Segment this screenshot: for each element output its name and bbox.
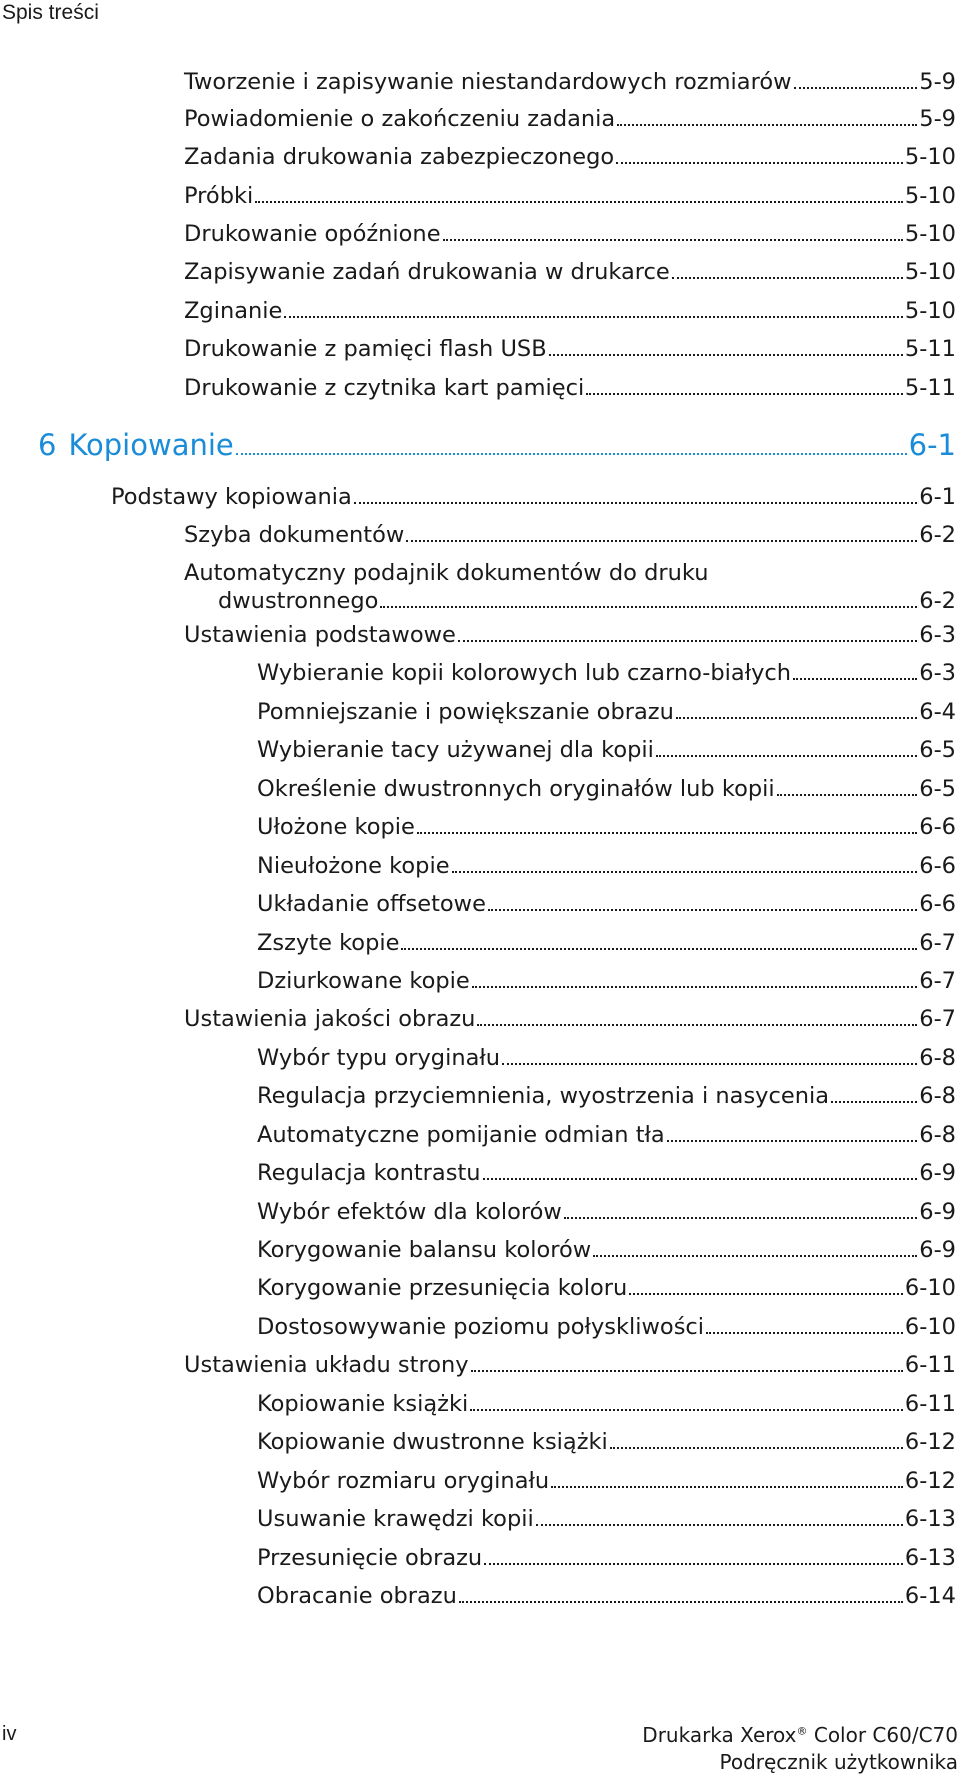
toc-entry[interactable] (257, 698, 956, 726)
toc-leader-dots (676, 717, 917, 719)
toc-entry-title: Drukowanie z pamięci flash USB (184, 336, 547, 362)
toc-entry-page: 6-7 (919, 968, 956, 994)
toc-entry[interactable] (257, 1428, 956, 1456)
toc-entry[interactable] (257, 967, 956, 995)
chapter-number: 6 (38, 428, 57, 462)
toc-entry[interactable] (184, 1005, 956, 1033)
toc-entry-title: Dziurkowane kopie (257, 968, 470, 994)
toc-entry-title: Zginanie (184, 298, 283, 324)
toc-entry[interactable] (257, 775, 956, 803)
toc-leader-dots (586, 393, 903, 395)
toc-entry-page: 6-13 (904, 1506, 956, 1532)
toc-leader-dots (417, 832, 917, 834)
toc-entry-page: 6-6 (919, 891, 956, 917)
toc-entry-title: Ułożone kopie (257, 814, 415, 840)
toc-entry[interactable] (257, 659, 956, 687)
toc-entry-page: 5-11 (904, 336, 956, 362)
toc-leader-dots (401, 948, 917, 950)
toc-entry-page: 6-6 (919, 814, 956, 840)
toc-leader-dots (443, 239, 903, 241)
toc-entry[interactable] (257, 1467, 956, 1495)
toc-entry-title: Korygowanie balansu kolorów (257, 1237, 592, 1263)
toc-entry-title: Wybór efektów dla kolorów (257, 1199, 562, 1225)
toc-entry-page: 6-5 (919, 776, 956, 802)
toc-entry-page: 6-2 (919, 522, 956, 548)
toc-entry-page: 6-5 (919, 737, 956, 763)
toc-entry-page: 6-9 (919, 1199, 956, 1225)
toc-entry[interactable] (257, 1274, 956, 1302)
toc-entry[interactable] (184, 297, 956, 325)
toc-entry-page: 5-11 (904, 375, 956, 401)
toc-entry[interactable] (184, 374, 956, 402)
product-footer (642, 1722, 958, 1776)
product-name-model: Color C60/C70 (807, 1723, 958, 1747)
toc-entry-title: Drukowanie z czytnika kart pamięci (184, 375, 585, 401)
toc-entry-title: Automatyczny podajnik dokumentów do druku (184, 560, 709, 586)
toc-entry-title: Kopiowanie książki (257, 1391, 469, 1417)
toc-entry-page: 5-10 (904, 221, 956, 247)
toc-entry-page: 6-8 (919, 1045, 956, 1071)
toc-entry-page: 5-9 (919, 69, 956, 95)
product-name-brand: Drukarka Xerox (642, 1723, 797, 1747)
toc-leader-dots (593, 1255, 917, 1257)
toc-entry-page: 5-10 (904, 259, 956, 285)
toc-entry-title: Ustawienia podstawowe (184, 622, 456, 648)
toc-leader-dots (472, 986, 918, 988)
toc-leader-dots (488, 909, 917, 911)
toc-leader-dots (551, 1486, 903, 1488)
toc-leader-dots (458, 640, 917, 642)
toc-leader-dots (629, 1293, 903, 1295)
toc-entry-title: Wybieranie kopii kolorowych lub czarno-białych (257, 660, 792, 686)
toc-entry-title: Wybór typu oryginału (257, 1045, 501, 1071)
toc-entry-title: Ustawienia jakości obrazu (184, 1006, 476, 1032)
toc-leader-dots (672, 277, 903, 279)
toc-entry-page: 5-10 (904, 298, 956, 324)
toc-entry[interactable] (257, 1236, 956, 1264)
toc-entry-page: 6-8 (919, 1122, 956, 1148)
toc-entry-title: Korygowanie przesunięcia koloru (257, 1275, 628, 1301)
toc-entry-title: Usuwanie krawędzi kopii (257, 1506, 534, 1532)
toc-entry[interactable] (257, 813, 956, 841)
toc-leader-dots (656, 755, 917, 757)
toc-entry[interactable] (257, 1159, 956, 1187)
toc-entry-page: 6-7 (919, 1006, 956, 1032)
toc-entry-title: Nieułożone kopie (257, 853, 450, 879)
toc-entry-title: Dostosowywanie poziomu połyskliwości (257, 1314, 705, 1340)
toc-entry[interactable] (184, 1351, 956, 1379)
toc-chapter-title (38, 428, 234, 462)
toc-leader-dots (793, 678, 917, 680)
toc-leader-dots (483, 1178, 918, 1180)
toc-entry[interactable] (184, 621, 956, 649)
toc-entry[interactable] (184, 105, 956, 133)
product-name (642, 1722, 958, 1749)
toc-leader-dots (284, 316, 903, 318)
toc-entry-page: 6-9 (919, 1160, 956, 1186)
toc-entry[interactable] (257, 1544, 956, 1572)
toc-entry[interactable] (184, 521, 956, 549)
toc-entry-page: 6-11 (904, 1391, 956, 1417)
toc-entry-title: Wybór rozmiaru oryginału (257, 1468, 550, 1494)
toc-entry-page: 6-2 (919, 588, 956, 614)
toc-entry[interactable] (257, 1082, 956, 1110)
toc-entry[interactable] (184, 182, 956, 210)
toc-entry[interactable] (111, 483, 956, 511)
toc-entry-title: Zapisywanie zadań drukowania w drukarce (184, 259, 670, 285)
toc-entry[interactable] (257, 1390, 956, 1418)
toc-entry-title: Określenie dwustronnych oryginałów lub kopii (257, 776, 775, 802)
toc-entry[interactable] (257, 736, 956, 764)
toc-leader-dots (831, 1101, 917, 1103)
toc-entry-title: Przesunięcie obrazu (257, 1545, 483, 1571)
toc-entry[interactable] (257, 1505, 956, 1533)
toc-leader-dots (777, 794, 918, 796)
toc-entry-title: Wybieranie tacy używanej dla kopii (257, 737, 654, 763)
toc-entry[interactable] (184, 258, 956, 286)
toc-leader-dots (564, 1217, 917, 1219)
toc-entry-title: Układanie offsetowe (257, 891, 486, 917)
toc-entry-page: 6-4 (919, 699, 956, 725)
toc-leader-dots (255, 201, 903, 203)
toc-entry-title: Próbki (184, 183, 254, 209)
toc-leader-dots (617, 124, 917, 126)
toc-leader-dots (470, 1409, 903, 1411)
toc-entry-title: Tworzenie i zapisywanie niestandardowych rozmiarów (184, 69, 792, 95)
document-title: Podręcznik użytkownika (719, 1750, 958, 1774)
toc-entry-page: 6-14 (904, 1583, 956, 1609)
toc-entry-page: 6-3 (919, 622, 956, 648)
toc-leader-dots (354, 502, 917, 504)
toc-entry-title-continued: dwustronnego (218, 588, 379, 614)
toc-entry-title: Zadania drukowania zabezpieczonego (184, 144, 615, 170)
toc-entry[interactable] (257, 1044, 956, 1072)
toc-entry-title: Regulacja kontrastu (257, 1160, 481, 1186)
toc-entry-title: Obracanie obrazu (257, 1583, 457, 1609)
toc-entry-title: Zszyte kopie (257, 930, 400, 956)
toc-entry-page: 6-10 (904, 1314, 956, 1340)
toc-leader-dots (380, 606, 917, 608)
toc-entry-title: Pomniejszanie i powiększanie obrazu (257, 699, 674, 725)
toc-entry-continuation (184, 587, 956, 615)
toc-leader-dots (616, 162, 903, 164)
toc-leader-dots (502, 1063, 917, 1065)
toc-leader-dots (477, 1024, 917, 1026)
toc-entry-page: 5-9 (919, 106, 956, 132)
toc-entry[interactable] (257, 929, 956, 957)
toc-entry-title: Szyba dokumentów (184, 522, 405, 548)
toc-leader-dots (706, 1332, 903, 1334)
toc-leader-dots (549, 354, 903, 356)
toc-entry-page: 6-1 (919, 484, 956, 510)
toc-entry[interactable] (184, 143, 956, 171)
toc-entry[interactable] (257, 890, 956, 918)
toc-entry-page: 6-13 (904, 1545, 956, 1571)
toc-entry-page: 6-12 (904, 1468, 956, 1494)
toc-entry-page: 5-10 (904, 183, 956, 209)
toc-entry-title: Ustawienia układu strony (184, 1352, 469, 1378)
toc-chapter-heading[interactable] (38, 428, 956, 462)
toc-leader-dots (459, 1601, 903, 1603)
toc-entry[interactable] (184, 220, 956, 248)
toc-leader-dots (794, 87, 918, 89)
toc-entry-page: 6-12 (904, 1429, 956, 1455)
toc-leader-dots (610, 1447, 903, 1449)
toc-leader-dots (236, 453, 907, 455)
toc-entry-page: 6-6 (919, 853, 956, 879)
toc-entry[interactable] (257, 852, 956, 880)
toc-entry-title: Powiadomienie o zakończeniu zadania (184, 106, 616, 132)
page-number: iv (2, 1723, 17, 1745)
toc-entry-page: 6-9 (919, 1237, 956, 1263)
toc-leader-dots (536, 1524, 903, 1526)
toc-entry-page: 6-3 (919, 660, 956, 686)
toc-entry-page: 5-10 (904, 144, 956, 170)
toc-entry-title: Regulacja przyciemnienia, wyostrzenia i nasycenia (257, 1083, 829, 1109)
toc-leader-dots (484, 1563, 903, 1565)
toc-leader-dots (667, 1140, 918, 1142)
toc-leader-dots (471, 1370, 903, 1372)
toc-entry-page: 6-11 (904, 1352, 956, 1378)
toc-entry[interactable] (257, 1198, 956, 1226)
toc-leader-dots (406, 540, 917, 542)
toc-entry-page: 6-10 (904, 1275, 956, 1301)
toc-entry-title: Drukowanie opóźnione (184, 221, 441, 247)
toc-entry-page: 6-8 (919, 1083, 956, 1109)
toc-leader-dots (452, 871, 918, 873)
toc-entry[interactable] (184, 335, 956, 363)
toc-chapter-page: 6-1 (908, 428, 956, 462)
toc-entry-title: Automatyczne pomijanie odmian tła (257, 1122, 665, 1148)
chapter-name: Kopiowanie (68, 428, 234, 462)
toc-entry-title: Kopiowanie dwustronne książki (257, 1429, 608, 1455)
toc-entry[interactable] (184, 68, 956, 96)
toc-entry[interactable] (257, 1313, 956, 1341)
toc-entry-title: Podstawy kopiowania (111, 484, 352, 510)
toc-entry[interactable] (184, 559, 956, 615)
toc-entry[interactable] (257, 1582, 956, 1610)
toc-entry-page: 6-7 (919, 930, 956, 956)
toc-entry[interactable] (257, 1121, 956, 1149)
registered-mark: ® (796, 1724, 808, 1738)
running-header: Spis treści (2, 1, 99, 24)
